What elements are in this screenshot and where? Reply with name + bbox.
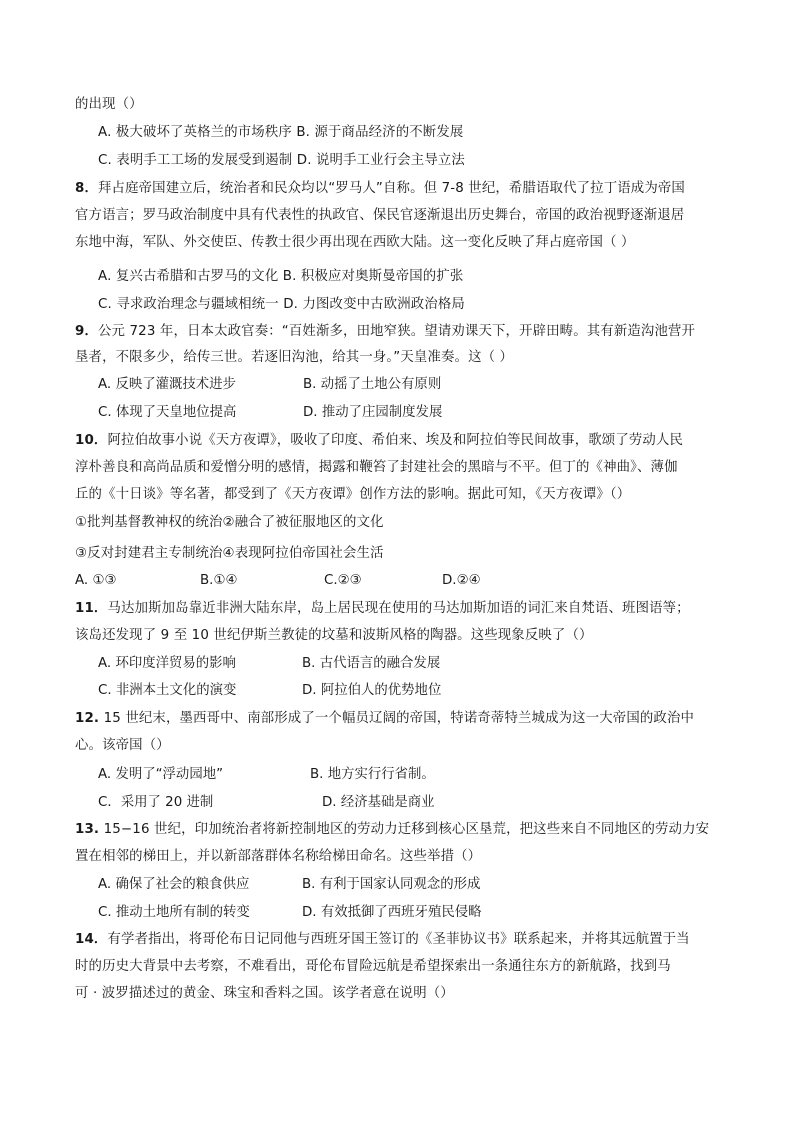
q14-stem-line1: 14．有学者指出，将哥伦布日记同他与西班牙国王签订的《圣菲协议书》联系起来，并将其远航置于当 bbox=[75, 932, 690, 947]
q10-statement-1-2: ①批判基督教神权的统治②融合了被征服地区的文化 bbox=[75, 515, 384, 530]
option-d: D. 经济基础是商业 bbox=[322, 795, 435, 810]
option-b: B. 有利于国家认同观念的形成 bbox=[302, 877, 481, 892]
option-a: A. 发明了“浮动园地” bbox=[98, 767, 224, 782]
option-c: C. 体现了天皇地位提高 bbox=[98, 405, 237, 420]
option-d: D.②④ bbox=[442, 573, 481, 588]
q11-stem-line2: 该岛还发现了 9 至 10 世纪伊斯兰教徒的坟墓和波斯风格的陶器。这些现象反映了（） bbox=[75, 628, 593, 643]
option-a: A. ①③ bbox=[75, 573, 117, 588]
q13-stem-line1: 13. 15−16 世纪，印加统治者将新控制地区的劳动力迁移到核心区垦荒，把这些来自不同地区的劳动力安 bbox=[75, 822, 710, 837]
q10-statement-3-4: ③反对封建君主专制统治④表现阿拉伯帝国社会生活 bbox=[75, 546, 384, 561]
q9-stem-line1: 9．公元 723 年，日本太政官奏：“百姓渐多，田地窄狭。望请劝课天下，开辟田畴。其有新造沟池营开 bbox=[75, 324, 696, 339]
q7-options-cd: C. 表明手工工场的发展受到遏制 D. 说明手工业行会主导立法 bbox=[98, 153, 465, 168]
option-a: A. 环印度洋贸易的影响 bbox=[98, 656, 236, 671]
option-b: B. 地方实行行省制。 bbox=[310, 767, 435, 782]
option-c: C．采用了 20 进制 bbox=[98, 795, 214, 810]
q10-number: 10． bbox=[75, 433, 108, 448]
q7-stem-end: 的出现（） bbox=[75, 97, 143, 112]
q11-stem-line1: 11．马达加斯加岛靠近非洲大陆东岸，岛上居民现在使用的马达加斯加语的词汇来自梵语、班图语等； bbox=[75, 601, 690, 616]
q12-number: 12. bbox=[75, 711, 100, 726]
q10-stem-line2: 淳朴善良和高尚品质和爱憎分明的感情，揭露和鞭笞了封建社会的黑暗与不平。但丁的《神曲》、薄伽 bbox=[75, 460, 678, 475]
q10-stem-line1: 10．阿拉伯故事小说《天方夜谭》，吸收了印度、希伯来、埃及和阿拉伯等民间故事，歌颂了劳动人民 bbox=[75, 433, 684, 448]
option-c: C.②③ bbox=[324, 573, 362, 588]
q8-stem-line1: 8．拜占庭帝国建立后，统治者和民众均以“罗马人”自称。但 7-8 世纪，希腊语取代了拉丁语成为帝国 bbox=[75, 181, 685, 196]
q8-number: 8． bbox=[75, 181, 99, 196]
option-b: B.①④ bbox=[200, 573, 238, 588]
q12-stem-line1: 12. 15 世纪末，墨西哥中、南部形成了一个幅员辽阔的帝国，特诺奇蒂特兰城成为这一大帝国的政治中 bbox=[75, 711, 695, 726]
q10-stem-line3: 丘的《十日谈》等名著，都受到了《天方夜谭》创作方法的影响。据此可知，《天方夜谭》（） bbox=[75, 487, 631, 502]
option-d: D. 有效抵御了西班牙殖民侵略 bbox=[302, 905, 482, 920]
q14-stem-line3: 可 · 波罗描述过的黄金、珠宝和香料之国。该学者意在说明（） bbox=[75, 986, 454, 1001]
option-d: D. 推动了庄园制度发展 bbox=[303, 405, 443, 420]
q14-number: 14． bbox=[75, 932, 108, 947]
option-d: D. 阿拉伯人的优势地位 bbox=[302, 683, 442, 698]
option-b: B. 动摇了土地公有原则 bbox=[303, 377, 442, 392]
q9-number: 9． bbox=[75, 324, 99, 339]
q7-options-ab: A. 极大破坏了英格兰的市场秩序 B. 源于商品经济的不断发展 bbox=[98, 125, 464, 140]
option-c: C. 非洲本土文化的演变 bbox=[98, 683, 237, 698]
q14-stem-line2: 时的历史大背景中去考察，不难看出，哥伦布冒险远航是希望探索出一条通往东方的新航路，找到马 bbox=[75, 959, 671, 974]
option-b: B. 古代语言的融合发展 bbox=[302, 656, 441, 671]
q8-options-ab: A. 复兴古希腊和古罗马的文化 B. 积极应对奥斯曼帝国的扩张 bbox=[98, 269, 464, 284]
option-a: A. 确保了社会的粮食供应 bbox=[98, 877, 250, 892]
option-a: A. 反映了灌溉技术进步 bbox=[98, 377, 236, 392]
option-c: C. 推动土地所有制的转变 bbox=[98, 905, 250, 920]
q11-number: 11． bbox=[75, 601, 108, 616]
q13-number: 13. bbox=[75, 822, 100, 837]
q13-stem-line2: 置在相邻的梯田上，并以新部落群体名称给梯田命名。这些举措（） bbox=[75, 849, 482, 864]
q8-stem-line3: 东地中海，军队、外交使臣、传教士很少再出现在西欧大陆。这一变化反映了拜占庭帝国（ ） bbox=[75, 235, 635, 250]
q12-stem-line2: 心。该帝国（） bbox=[75, 738, 170, 753]
q9-stem-line2: 垦者，不限多少，给传三世。若逐旧沟池，给其一身。”天皇准奏。这（ ） bbox=[75, 350, 514, 365]
q8-options-cd: C. 寻求政治理念与疆域相统一 D. 力图改变中古欧洲政治格局 bbox=[98, 297, 465, 312]
q8-stem-line2: 官方语言；罗马政治制度中具有代表性的执政官、保民官逐渐退出历史舞台，帝国的政治视野逐渐退居 bbox=[75, 208, 685, 223]
